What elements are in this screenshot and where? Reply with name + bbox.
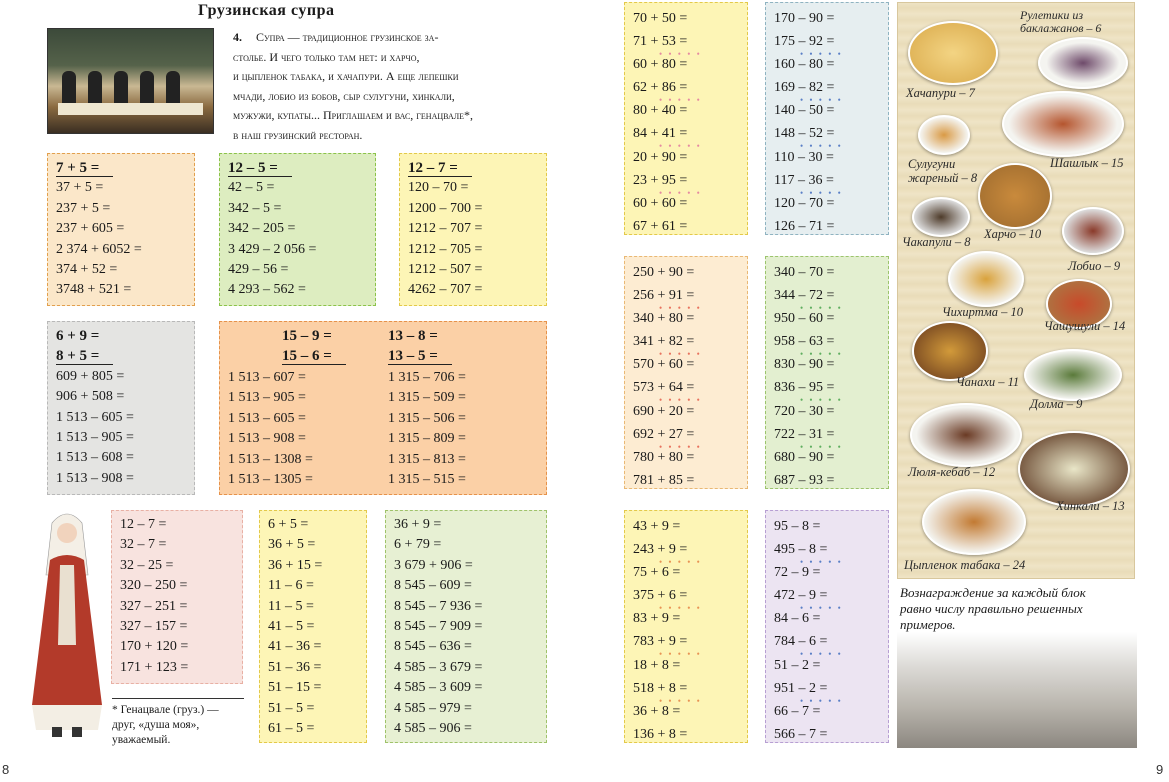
exercise-row: 950 – 60 =: [774, 311, 835, 327]
lyulya-kebab-image: [910, 403, 1022, 467]
exercise-row: 243 + 9 = • • • • •: [633, 542, 702, 568]
exercise-row: 237 + 605 =: [56, 221, 125, 237]
dot-separator: • • • • •: [659, 603, 702, 614]
exercise-row: 429 – 56 =: [228, 262, 289, 278]
exercise-row: 784 – 6 = • • • • •: [774, 634, 843, 660]
intro-line: столье. И чего только там нет: и харчо,: [233, 49, 420, 64]
exercise-row: 340 + 80 =: [633, 311, 695, 327]
exercise-row: 41 – 36 =: [268, 639, 322, 655]
exercise-block-c: [399, 153, 547, 306]
dot-separator: • • • • •: [659, 141, 702, 152]
chikhirtma-image: [948, 251, 1024, 307]
exercise-row: 32 – 7 =: [120, 537, 167, 553]
exercise-row: 1212 – 507 =: [408, 262, 483, 278]
exercise-row: 2 374 + 6052 =: [56, 241, 142, 257]
exercise-row: 51 – 36 =: [268, 659, 322, 675]
kharcho-image: [978, 163, 1052, 229]
exercise-row: 4 585 – 906 =: [394, 721, 472, 737]
menu-item-suluguni: Сулугуни жареный – 8: [908, 157, 978, 185]
exercise-row: 518 + 8 = • • • • •: [633, 680, 702, 706]
dot-separator: • • • • •: [800, 349, 843, 360]
menu-item-chashushuli: Чашушули – 14: [1044, 319, 1126, 333]
footnote-line: * Генацвале (груз.) —: [112, 704, 219, 716]
menu-item-khachapuri: Хачапури – 7: [906, 86, 975, 100]
menu-item-dolma: Долма – 9: [1030, 397, 1083, 411]
exercise-row: 84 – 6 =: [774, 611, 821, 627]
restaurant-menu-panel: [897, 2, 1135, 579]
exercise-row: 11 – 5 =: [268, 598, 314, 614]
eggplant-rolls-image: [1038, 37, 1128, 89]
block-header: 6 + 9 =: [56, 328, 100, 344]
dot-separator: • • • • •: [659, 303, 702, 314]
exercise-row: 41 – 5 =: [268, 619, 315, 635]
exercise-row: 36 + 5 =: [268, 537, 316, 553]
exercise-row: 36 + 15 =: [268, 557, 323, 573]
task-number: 4.: [233, 30, 242, 44]
exercise-row: 3748 + 521 =: [56, 282, 132, 298]
exercise-block-a: [47, 153, 195, 306]
exercise-block-r6: [765, 510, 889, 743]
exercise-row: 836 – 95 = • • • • •: [774, 380, 843, 406]
block-header: 7 + 5 =: [56, 160, 113, 177]
exercise-row: 61 – 5 =: [268, 721, 315, 737]
footnote: [112, 698, 244, 748]
dot-separator: • • • • •: [800, 141, 843, 152]
block-header: 15 – 9 =: [282, 328, 332, 344]
exercise-row: 1212 – 707 =: [408, 221, 483, 237]
exercise-row: 60 + 80 =: [633, 57, 688, 73]
exercise-block-d: [47, 321, 195, 495]
dot-separator: • • • • •: [659, 187, 702, 198]
block-header: 12 – 7 =: [408, 160, 472, 177]
exercise-row: 8 545 – 7 909 =: [394, 619, 483, 635]
exercise-row: 1 513 – 607 =: [228, 370, 306, 385]
exercise-block-r1: [624, 2, 748, 235]
exercise-row: 1 513 – 1308 =: [228, 451, 313, 467]
exercise-row: 126 – 71 =: [774, 218, 835, 234]
menu-item-chakapuli: Чакапули – 8: [902, 235, 971, 249]
exercise-row: 1 513 – 908 =: [56, 470, 134, 486]
georgian-woman-illustration: [22, 505, 112, 740]
exercise-row: 680 – 90 =: [774, 449, 835, 465]
exercise-row: 3 429 – 2 056 =: [228, 241, 317, 257]
exercise-row: 375 + 6 = • • • • •: [633, 588, 702, 614]
shashlyk-image: [1002, 91, 1124, 157]
menu-item-chanakhi: Чанахи – 11: [956, 375, 1020, 389]
dot-separator: • • • • •: [659, 649, 702, 660]
exercise-row: 1 315 – 506 =: [388, 410, 466, 426]
exercise-row: 80 + 40 =: [633, 103, 688, 119]
exercise-row: 344 – 72 = • • • • •: [774, 288, 843, 314]
page-title: Грузинская супра: [198, 2, 335, 19]
exercise-block-r5: [624, 510, 748, 743]
footnote-line: уважаемый.: [112, 734, 171, 746]
exercise-block-h: [385, 510, 547, 743]
exercise-row: 110 – 30 =: [774, 149, 834, 165]
chicken-tabaka-image: [922, 489, 1026, 555]
page-number-left: 8: [2, 762, 10, 777]
intro-line: и цыпленок табака, и хачапури. А еще лепешки: [233, 69, 459, 83]
exercise-row: 136 + 8 =: [633, 726, 688, 742]
chanakhi-image: [912, 321, 988, 381]
exercise-row: 4 293 – 562 =: [228, 282, 306, 298]
exercise-row: 341 + 82 = • • • • •: [633, 334, 702, 360]
exercise-row: 1 315 – 809 =: [388, 431, 466, 447]
exercise-row: 6 + 5 =: [268, 517, 309, 532]
exercise-row: 4 585 – 979 =: [394, 700, 472, 716]
exercise-row: 170 – 90 =: [774, 11, 835, 26]
exercise-row: 609 + 805 =: [56, 368, 125, 384]
lobio-image: [1062, 207, 1124, 255]
block-header: 13 – 5 =: [388, 348, 452, 365]
exercise-row: 62 + 86 = • • • • •: [633, 80, 702, 106]
exercise-block-f: [111, 510, 243, 684]
reward-note: Вознаграждение за каждый блок равно числу правильно решенных примеров.: [900, 585, 1086, 632]
dot-separator: • • • • •: [659, 557, 702, 568]
exercise-row: 120 – 70 =: [408, 180, 469, 196]
exercise-row: 958 – 63 = • • • • •: [774, 334, 843, 360]
feast-painting-image: [47, 28, 214, 134]
khinkali-image: [1018, 431, 1130, 507]
dolma-image: [1024, 349, 1122, 401]
dot-separator: • • • • •: [659, 349, 702, 360]
exercise-row: 12 – 7 =: [120, 517, 167, 532]
exercise-row: 37 + 5 =: [56, 180, 104, 196]
intro-line: мужужи, купаты... Приглашаем и вас, генацвале*,: [233, 108, 474, 122]
exercise-row: 1212 – 705 =: [408, 241, 483, 257]
exercise-row: 36 + 8 =: [633, 703, 681, 719]
exercise-row: 3 679 + 906 =: [394, 557, 473, 573]
exercise-row: 60 + 60 =: [633, 195, 688, 211]
exercise-row: 720 – 30 =: [774, 403, 835, 419]
exercise-row: 327 – 251 =: [120, 598, 188, 614]
menu-item-tsyplenok: Цыпленок табака – 24: [904, 558, 1026, 572]
exercise-row: 4 585 – 3 679 =: [394, 659, 483, 675]
exercise-row: 171 + 123 =: [120, 659, 189, 675]
block-header: 12 – 5 =: [228, 160, 292, 177]
exercise-block-r2: [765, 2, 889, 235]
exercise-block-r3: [624, 256, 748, 489]
exercise-row: 1 513 – 905 =: [56, 430, 134, 446]
exercise-row: 51 – 5 =: [268, 700, 315, 716]
intro-line: Супра — традиционное грузинское за-: [256, 30, 439, 44]
dot-separator: • • • • •: [659, 95, 702, 106]
exercise-row: 4262 – 707 =: [408, 282, 483, 298]
exercise-row: 342 – 5 =: [228, 200, 282, 216]
block-header: 15 – 6 =: [282, 348, 346, 365]
dot-separator: • • • • •: [800, 557, 843, 568]
exercise-block-e: [219, 321, 547, 495]
exercise-row: 8 545 – 636 =: [394, 639, 472, 655]
chakapuli-image: [912, 197, 970, 237]
exercise-row: 42 – 5 =: [228, 180, 275, 196]
exercise-row: 374 + 52 =: [56, 262, 118, 278]
exercise-row: 256 + 91 = • • • • •: [633, 288, 702, 314]
intro-line: мчади, лобио из бобов, сыр сулугуни, хинкали,: [233, 88, 455, 103]
exercise-row: 342 – 205 =: [228, 221, 296, 237]
exercise-row: 1 513 – 905 =: [228, 390, 306, 406]
exercise-row: 43 + 9 =: [633, 519, 681, 534]
exercise-row: 320 – 250 =: [120, 578, 188, 594]
dot-separator: • • • • •: [800, 695, 843, 706]
exercise-row: 66 – 7 =: [774, 703, 821, 719]
khachapuri-image: [908, 21, 998, 85]
exercise-row: 570 + 60 =: [633, 357, 695, 373]
exercise-row: 20 + 90 =: [633, 149, 688, 165]
exercise-row: 18 + 8 =: [633, 657, 681, 673]
dot-separator: • • • • •: [800, 187, 843, 198]
dot-separator: • • • • •: [800, 649, 843, 660]
exercise-row: 71 + 53 = • • • • •: [633, 34, 702, 60]
footnote-line: друг, «душа моя»,: [112, 719, 200, 731]
exercise-row: 1 513 – 605 =: [56, 409, 134, 425]
dot-separator: • • • • •: [659, 395, 702, 406]
exercise-row: 1 513 – 608 =: [56, 450, 134, 466]
block-header: 8 + 5 =: [56, 348, 113, 365]
exercise-row: 83 + 9 =: [633, 611, 681, 627]
menu-item-lyulya: Люля-кебаб – 12: [908, 465, 996, 479]
exercise-row: 566 – 7 =: [774, 726, 828, 742]
exercise-row: 23 + 95 = • • • • •: [633, 172, 702, 198]
dot-separator: • • • • •: [659, 49, 702, 60]
exercise-row: 169 – 82 = • • • • •: [774, 80, 843, 106]
exercise-row: 250 + 90 =: [633, 265, 695, 280]
menu-item-chikhirtma: Чихиртма – 10: [942, 305, 1023, 319]
exercise-row: 951 – 2 = • • • • •: [774, 680, 843, 706]
exercise-row: 1 513 – 1305 =: [228, 472, 313, 488]
exercise-row: 120 – 70 =: [774, 195, 835, 211]
suluguni-image: [918, 115, 970, 155]
exercise-row: 51 – 2 =: [774, 657, 821, 673]
exercise-row: 1 315 – 813 =: [388, 451, 466, 467]
exercise-row: 1 315 – 515 =: [388, 472, 466, 488]
exercise-row: 51 – 15 =: [268, 680, 322, 696]
intro-line: в наш грузинский ресторан.: [233, 127, 363, 142]
exercise-row: 6 + 79 =: [394, 537, 442, 553]
menu-item-shashlyk: Шашлык – 15: [1050, 156, 1124, 170]
exercise-row: 495 – 8 = • • • • •: [774, 542, 843, 568]
exercise-row: 690 + 20 =: [633, 403, 695, 419]
exercise-row: 70 + 50 =: [633, 11, 688, 26]
exercise-row: 36 + 9 =: [394, 517, 442, 532]
dot-separator: • • • • •: [800, 95, 843, 106]
dot-separator: • • • • •: [800, 303, 843, 314]
exercise-row: 722 – 31 = • • • • •: [774, 426, 843, 452]
page-number-right: 9: [1156, 762, 1164, 777]
exercise-row: 830 – 90 =: [774, 357, 835, 373]
intro-text: [233, 28, 573, 145]
exercise-row: 573 + 64 = • • • • •: [633, 380, 702, 406]
exercise-block-r4: [765, 256, 889, 489]
exercise-row: 84 + 41 = • • • • •: [633, 126, 702, 152]
dot-separator: • • • • •: [800, 49, 843, 60]
exercise-row: 148 – 52 = • • • • •: [774, 126, 843, 152]
exercise-row: 117 – 36 = • • • • •: [774, 172, 843, 198]
exercise-row: 140 – 50 =: [774, 103, 835, 119]
menu-item-lobio: Лобио – 9: [1068, 259, 1121, 273]
menu-item-kharcho: Харчо – 10: [984, 227, 1042, 241]
exercise-row: 692 + 27 = • • • • •: [633, 426, 702, 452]
exercise-row: 781 + 85 =: [633, 472, 695, 488]
exercise-row: 340 – 70 =: [774, 265, 835, 280]
exercise-row: 1 315 – 509 =: [388, 390, 466, 406]
exercise-row: 67 + 61 =: [633, 218, 688, 234]
exercise-row: 783 + 9 = • • • • •: [633, 634, 702, 660]
exercise-block-b: [219, 153, 376, 306]
exercise-row: 237 + 5 =: [56, 200, 111, 216]
exercise-row: 175 – 92 = • • • • •: [774, 34, 843, 60]
exercise-row: 1 315 – 706 =: [388, 370, 466, 385]
exercise-row: 95 – 8 =: [774, 519, 821, 534]
exercise-row: 160 – 80 =: [774, 57, 835, 73]
dot-separator: • • • • •: [800, 395, 843, 406]
exercise-row: 327 – 157 =: [120, 619, 188, 635]
exercise-row: 687 – 93 =: [774, 472, 835, 488]
exercise-row: 1200 – 700 =: [408, 200, 483, 216]
dot-separator: • • • • •: [659, 441, 702, 452]
exercise-row: 72 – 9 =: [774, 565, 821, 581]
exercise-row: 1 513 – 605 =: [228, 410, 306, 426]
menu-item-ruletiki: Рулетики из баклажанов – 6: [1020, 8, 1102, 35]
exercise-block-g: [259, 510, 367, 743]
exercise-row: 1 513 – 908 =: [228, 431, 306, 447]
exercise-row: 11 – 6 =: [268, 578, 314, 594]
exercise-row: 75 + 6 =: [633, 565, 681, 581]
exercise-row: 8 545 – 7 936 =: [394, 598, 483, 614]
exercise-row: 170 + 120 =: [120, 639, 189, 655]
dot-separator: • • • • •: [800, 603, 843, 614]
exercise-row: 472 – 9 = • • • • •: [774, 588, 843, 614]
exercise-row: 906 + 508 =: [56, 389, 125, 405]
exercise-row: 4 585 – 3 609 =: [394, 680, 483, 696]
exercise-row: 780 + 80 =: [633, 449, 695, 465]
exercise-row: 32 – 25 =: [120, 557, 174, 573]
tbilisi-city-image: [897, 632, 1137, 748]
exercise-row: 8 545 – 609 =: [394, 578, 472, 594]
dot-separator: • • • • •: [659, 695, 702, 706]
menu-item-khinkali: Хинкали – 13: [1056, 499, 1125, 513]
dot-separator: • • • • •: [800, 441, 843, 452]
block-header: 13 – 8 =: [388, 328, 438, 344]
